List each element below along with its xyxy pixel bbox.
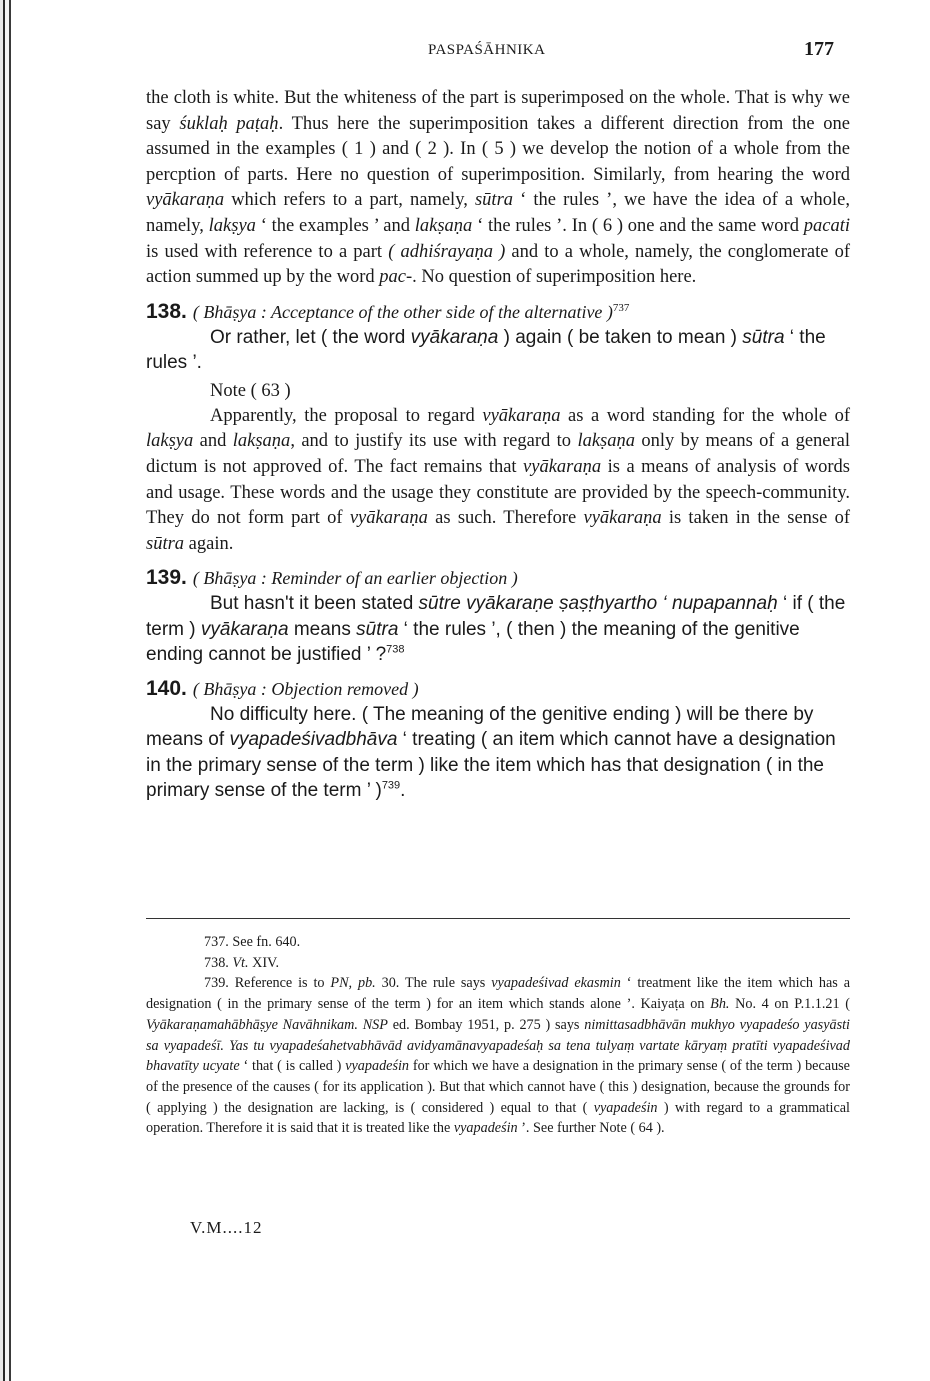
section-title: ( Bhāṣya : Acceptance of the other side of the alternative ) (192, 301, 613, 322)
footnote-marker: 737 (612, 301, 630, 314)
translation-paragraph: No difficulty here. ( The meaning of the genitive ending ) will be there by means of vyapadeśivadbhāva ‘ treating ( an item which cannot have a designation in the primary sense of the term ) like the item which has that designation ( in the primary sense of the term ’ )$^{739}$. (146, 703, 836, 802)
section-heading (146, 676, 850, 702)
section-title: ( Bhāṣya : Reminder of an earlier objection ) (192, 568, 518, 589)
section-title: ( Bhāṣya : Objection removed ) (192, 678, 419, 699)
page-number: 177 (804, 38, 834, 60)
section-number: 140. (146, 676, 187, 700)
section-number: 139. (146, 566, 187, 590)
book-spine-shadow (0, 0, 26, 1381)
section-number: 138. (146, 299, 187, 323)
footnotes (146, 932, 850, 1139)
translation-paragraph: Or rather, let ( the word vyākaraṇa ) again ( be taken to mean ) sūtra ‘ the rules ’. (146, 326, 826, 374)
section-heading (146, 299, 850, 325)
section-138 (146, 299, 850, 558)
main-text (146, 86, 850, 804)
section-heading (146, 565, 850, 591)
footnote-738: 738. Vt. XIV. (204, 954, 280, 971)
note-paragraph: Apparently, the proposal to regard vyākaraṇa as a word standing for the whole of lakṣya and lakṣaṇa, and to justify its use with regard to lakṣaṇa only by means of a general dictum is not approved of. The fact remains that vyākaraṇa is a means of analysis of words and usage. These words and the usage they constitute are provided by the speech-community. They do not form part of vyākaraṇa as such. Therefore vyākaraṇa is taken in the sense of sūtra again. (146, 405, 851, 554)
footnote-737: 737. See fn. 640. (204, 934, 301, 950)
footnote-739: 739. Reference is to PN, pb. 30. The rule says vyapadeśivad ekasmin ‘ treatment like the item which has a designation ( in the primary sense of the term ) for an item which stands alone ’. Kaiyaṭa on Bh. No. 4 on P.1.1.21 ( Vyākaraṇamahābhāṣye Navāhnikam. NSP ed. Bombay 1951, p. 275 ) says nimittasadbhāvān mukhyo vyapadeśo yasyāsti sa vyapadeśī. Yas tu vyapadeśahetvabhāvād avidyamānavyapadeśaḥ sa tena tulyaṃ vartate kāryaṃ pratīti vyapadeśivad bhavatīty ucyate ‘ that ( is called ) vyapadeśin for which we have a designation in the primary sense ( of the term ) because of the presence of the causes ( for its application ). But that which cannot have ( this ) designation, because the grounds for ( applying ) the designation are lacking, is ( considered ) equal to that ( vyapadeśin ) with regard to a grammatical operation. Therefore it is said that it is treated like the vyapadeśin ’. See further Note ( 64 ). (146, 975, 850, 1137)
translation-paragraph: But hasn't it been stated sūtre vyākaraṇe ṣaṣṭhyartho ‘ nupapannaḥ ‘ if ( the term ) vyākaraṇa means sūtra ‘ the rules ’, ( then ) the meaning of the genitive ending cannot be justified ’ ?$^{738}$ (146, 593, 846, 666)
note-heading: Note ( 63 ) (210, 380, 291, 401)
page-header (146, 38, 850, 64)
intro-paragraph: the cloth is white. But the whiteness of the part is superimposed on the whole. That is why we say śuklaḥ paṭaḥ. Thus here the superimposition takes a different direction from the one assumed in the examples ( 1 ) and ( 2 ). In ( 5 ) we develop the notion of a whole from the percption of parts. Here no question of superimposition. Similarly, from hearing the word vyākaraṇa which refers to a part, namely, sūtra ‘ the rules ’, we have the idea of a whole, namely, lakṣya ‘ the examples ’ and lakṣaṇa ‘ the rules ’. In ( 6 ) one and the same word pacati is used with reference to a part ( adhiśrayaṇa ) and to a whole, namely, the conglomerate of action summed up by the word pac-. No question of superimposition here. (146, 88, 851, 288)
section-140 (146, 676, 850, 804)
footnote-divider (146, 918, 850, 919)
signature-mark: V.M....12 (190, 1218, 263, 1237)
running-title: PASPAŚĀHNIKA (428, 42, 546, 58)
footnote-marker: 738 (386, 643, 405, 656)
section-139 (146, 565, 850, 668)
footnote-marker: 739 (381, 779, 401, 792)
